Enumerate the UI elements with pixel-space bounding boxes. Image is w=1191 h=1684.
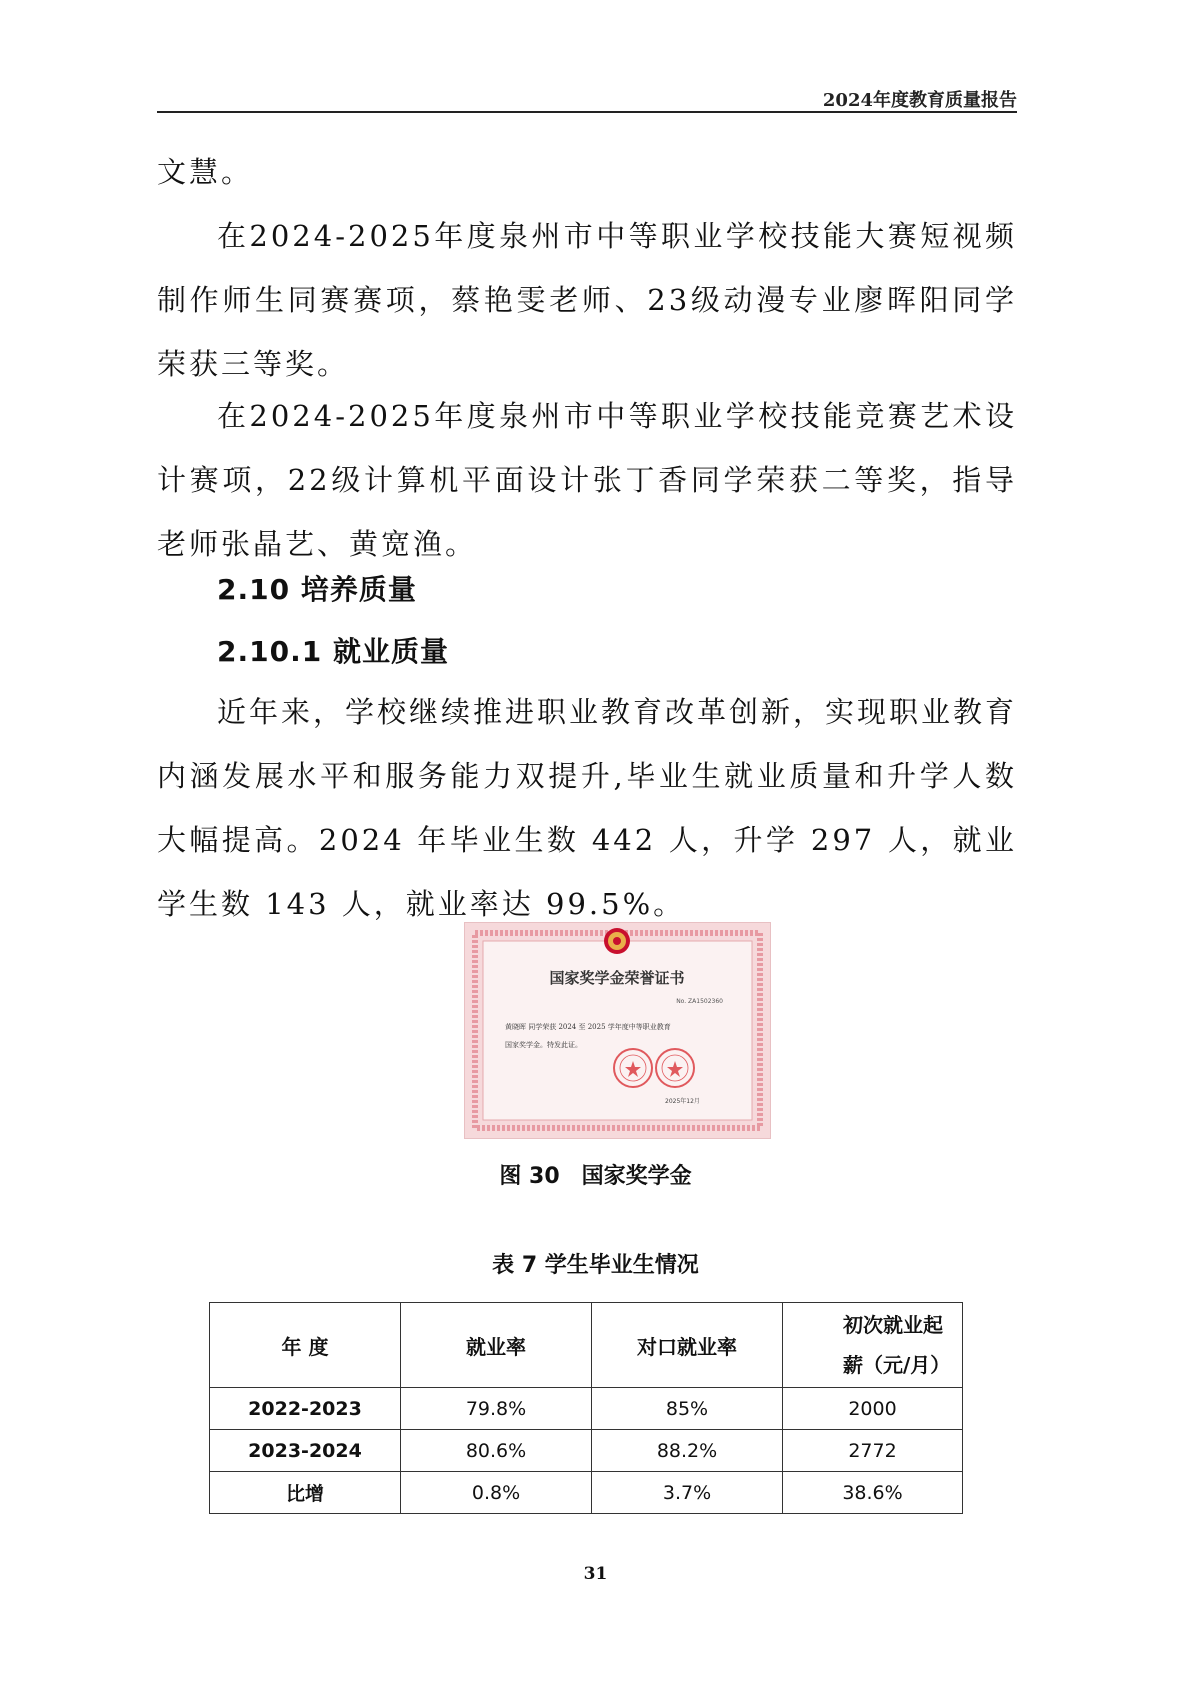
official-seal-icon — [614, 1049, 652, 1087]
cell-salary: 38.6% — [783, 1472, 963, 1514]
cell-employment-rate: 80.6% — [401, 1430, 592, 1472]
page-header: 2024年度教育质量报告 — [822, 90, 1017, 111]
header-salary-line1: 初次就业起 — [843, 1313, 943, 1337]
table-row — [210, 1388, 963, 1430]
section-heading-employment-quality: 2.10.1 就业质量 — [217, 635, 449, 668]
paragraph-employment: 近年来，学校继续推进职业教育改革创新，实现职业教育内涵发展水平和服务能力双提升,毕业生就业质量和升学人数大幅提高。2024 年毕业生数 442 人，升学 297 人，就业学生数 143 人，就业率达 99.5%。 — [157, 695, 1018, 921]
certificate-date: 2025年12月 — [665, 1098, 700, 1105]
cell-year: 2023-2024 — [210, 1430, 401, 1472]
scholarship-certificate-image — [464, 922, 771, 1139]
header-rule — [157, 111, 1017, 113]
certificate-number: No. ZA1502360 — [676, 998, 723, 1005]
table-caption: 表 7 学生毕业生情况 — [492, 1253, 699, 1278]
header-starting-salary — [783, 1303, 963, 1388]
header-year: 年 度 — [210, 1303, 401, 1388]
national-emblem-icon — [604, 928, 630, 954]
cell-year: 2022-2023 — [210, 1388, 401, 1430]
header-employment-rate: 就业率 — [401, 1303, 592, 1388]
paragraph-award-video: 在2024-2025年度泉州市中等职业学校技能大赛短视频制作师生同赛赛项，蔡艳雯老师、23级动漫专业廖晖阳同学荣获三等奖。 — [157, 219, 1017, 381]
certificate-graphic — [465, 923, 770, 1138]
cell-salary: 2772 — [783, 1430, 963, 1472]
header-matched-rate: 对口就业率 — [592, 1303, 783, 1388]
figure-caption: 图 30 国家奖学金 — [499, 1164, 692, 1189]
cell-matched-rate: 88.2% — [592, 1430, 783, 1472]
certificate-line-1: 黄晓晖 同学荣获 2024 至 2025 学年度中等职业教育 — [505, 1023, 671, 1031]
paragraph-continuation: 文慧。 — [157, 155, 254, 189]
cell-employment-rate: 79.8% — [401, 1388, 592, 1430]
header-salary-line2: 薪（元/月） — [843, 1353, 951, 1377]
cell-employment-rate: 0.8% — [401, 1472, 592, 1514]
official-seal-icon — [656, 1049, 694, 1087]
section-heading-training-quality: 2.10 培养质量 — [217, 573, 417, 606]
cell-matched-rate: 3.7% — [592, 1472, 783, 1514]
page-number: 31 — [583, 1564, 608, 1584]
cell-year: 比增 — [210, 1472, 401, 1514]
cell-salary: 2000 — [783, 1388, 963, 1430]
graduate-statistics-table — [209, 1302, 963, 1514]
paragraph-award-design: 在2024-2025年度泉州市中等职业学校技能竞赛艺术设计赛项，22级计算机平面设计张丁香同学荣获二等奖，指导老师张晶艺、黄宽渔。 — [157, 399, 1017, 561]
certificate-title: 国家奖学金荣誉证书 — [549, 969, 685, 987]
table-header-row — [210, 1303, 963, 1388]
table-row — [210, 1430, 963, 1472]
cell-matched-rate: 85% — [592, 1388, 783, 1430]
table-row — [210, 1472, 963, 1514]
certificate-line-2: 国家奖学金。特发此证。 — [505, 1041, 582, 1049]
